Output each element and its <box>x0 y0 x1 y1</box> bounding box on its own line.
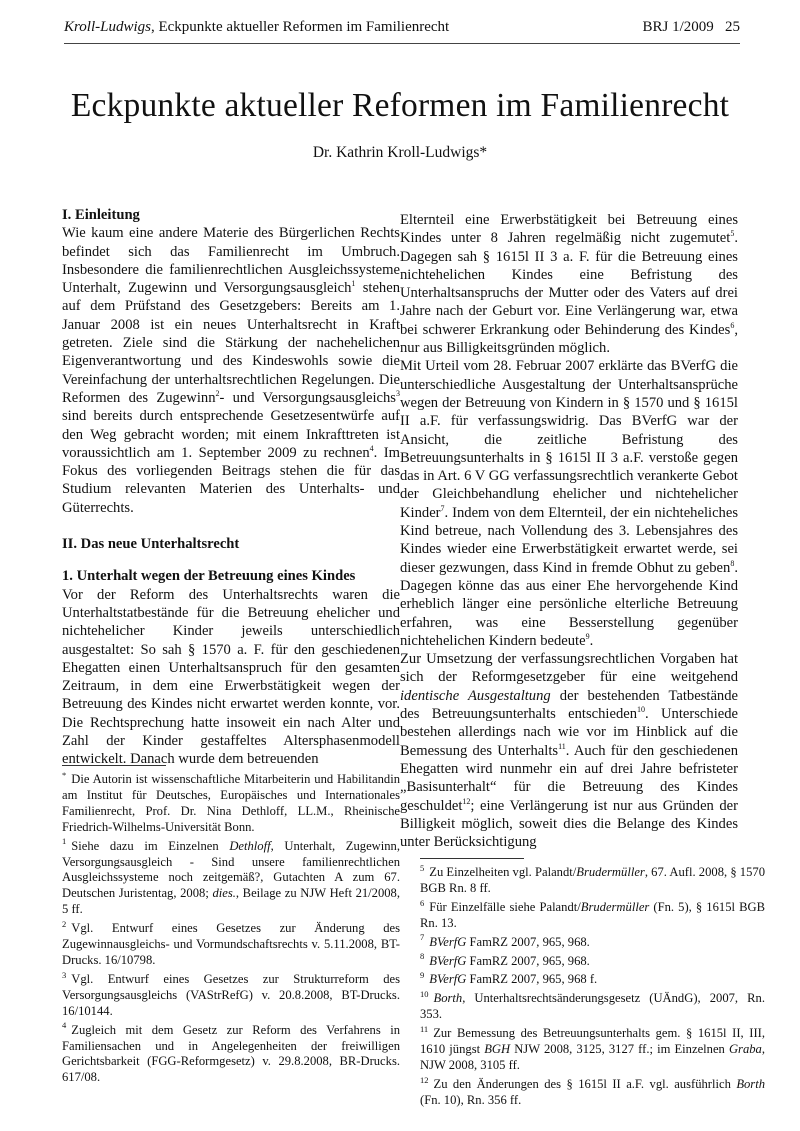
paragraph-unterhalt: Vor der Reform des Unterhaltsrechts waren die Unterhaltstatbestände für die Betreuung ehelicher und nichtehelicher Kinder jeweils unterschiedlich ausgestaltet: So sah § 1570 a. F. für den geschiedenen Ehegatten einen Unterhaltsanspruch für den gesamten Zeitraum, in dem eine Erwerbstätigkeit wegen der Betreuung des Kindes nicht erwartet werden konnte, vor. Die Rechtsprechung hatte insoweit ein nach Alter und Zahl der Kinder gestaffeltes Altersphasenmodell entwickelt. Danach wurde dem betreuenden <box>62 586 400 768</box>
footnote-number: 9 <box>420 970 425 981</box>
text: Elternteil eine Erwerbstätigkeit bei Betreuung eines Kindes unter 8 Jahren regelmäßig nicht zugemutet <box>400 212 738 247</box>
footnote-number: 2 <box>62 918 67 929</box>
footnote-11 <box>420 1023 765 1074</box>
footnote-text: NJW 2008, 3125, 3127 ff.; im Einzelnen <box>510 1042 729 1057</box>
footnote-emph: dies. <box>212 886 236 901</box>
footnote-emph: Brudermüller <box>580 899 650 914</box>
footnote-12 <box>420 1074 765 1109</box>
footnote-number: 4 <box>62 1020 67 1031</box>
text: stehen auf dem Prüfstand des Gesetzgebers: Bereits am 1. Januar 2008 ist ein neues Unterhaltsrecht in Kraft getreten. Ziele sind die Stärkung der nachehelichen Eigenverantwortung und des Kindeswohls sowie die Vereinfachung der unterhaltsrechtlichen Regelungen. Die Reformen des Zugewinn <box>62 280 400 406</box>
footnote-number: 7 <box>420 932 425 943</box>
footnotes-right <box>420 862 765 1109</box>
header-rule <box>64 43 740 44</box>
footnote-text: Zur Bemessung des Betreuungsunterhalts gem. § 1615l II, III, 1610 jüngst <box>420 1026 765 1057</box>
right-column <box>400 211 738 851</box>
left-column <box>62 206 400 769</box>
text: - und Versorgungsausgleichs <box>219 389 396 406</box>
footnote-text: Die Autorin ist wissenschaftliche Mitarbeiterin und Habilitandin am Institut für Deutsches, Europäisches und Internationales Familienrecht, Prof. Dr. Nina Dethloff, LL.M., Rheinische Friedrich-Wilhelms-Universität Bonn. <box>62 772 400 834</box>
footnote-emph: BVerfG <box>429 972 467 987</box>
journal-issue: BRJ 1/2009 <box>642 19 714 35</box>
text: sind bereits durch entsprechende Gesetzesentwürfe auf den Weg gebracht worden; mit einem Inkrafttreten ist voraussichtlich am 1. September 2009 zu rechnen <box>62 408 400 461</box>
footnote-emph: BVerfG <box>429 934 467 949</box>
text: , nur aus Billigkeitsgründen möglich. <box>400 321 738 357</box>
paragraph-right-1 <box>400 211 738 357</box>
footnote-ref[interactable]: 8 <box>730 558 735 568</box>
footnote-emph: BVerfG <box>429 953 467 968</box>
footnote-10 <box>420 991 765 1023</box>
footnote-ref[interactable]: 11 <box>558 741 566 751</box>
footnote-number: 1 <box>62 836 67 847</box>
footnote-ref[interactable]: 2 <box>215 389 220 399</box>
section-heading-unterhaltsrecht: II. Das neue Unterhaltsrecht <box>62 536 240 553</box>
journal-page <box>642 14 740 40</box>
footnote-ref[interactable]: 12 <box>462 796 471 806</box>
paragraph-right-2 <box>400 357 738 650</box>
footnote-text: Für Einzelfälle siehe Palandt/ <box>429 899 581 914</box>
footnote-text: , 67. Aufl. 2008, § 1570 BGB Rn. 8 ff. <box>420 865 765 895</box>
footnote-text: , NJW 2008, 3105 ff. <box>420 1042 765 1072</box>
footnote-number: 6 <box>420 897 425 908</box>
subsection-heading: 1. Unterhalt wegen der Betreuung eines Kindes <box>62 568 356 585</box>
running-title-text: , Eckpunkte aktueller Reformen im Familienrecht <box>150 19 450 35</box>
footnote-4 <box>62 1020 400 1087</box>
footnote-ref[interactable]: 3 <box>396 389 400 399</box>
text: der bestehenden Tatbestände des Betreuungsunterhalts entschieden <box>400 687 738 723</box>
running-author: Kroll-Ludwigs <box>64 19 151 35</box>
footnote-number: 11 <box>420 1023 429 1034</box>
footnote-5 <box>420 862 765 897</box>
footnote-ref[interactable]: 1 <box>351 279 356 289</box>
footnote-ref[interactable]: 9 <box>585 631 590 641</box>
footnote-number: 5 <box>420 862 425 873</box>
text: . Unterschiede bestehen allerdings nach wie vor im Hinblick auf die Bemessung des Unterhalts <box>400 706 738 759</box>
footnote-emph: Graba <box>728 1042 762 1057</box>
footnote-text: Vgl. Entwurf eines Gesetzes zur Änderung des Zugewinnausgleichs- und Vormundschaftsrechts v. 5.11.2008, BT-Drucks. 16/10798. <box>62 921 400 967</box>
text: . Dagegen sah § 1615l II 3 a. F. für die Betreuung eines nichtehelichen Kindes eine Befristung des Unterhaltsanspruchs der Mutter oder des Vaters auf drei Jahre nach der Geburt vor. Eine Verlängerung war, etwa bei schwerer Erkrankung oder Behinderung des Kindes <box>400 230 738 338</box>
footnote-ref[interactable]: 10 <box>637 705 646 715</box>
footnote-text: FamRZ 2007, 965, 968. <box>466 953 590 968</box>
footnote-text: Siehe dazu im Einzelnen <box>71 838 230 853</box>
footnote-number: 10 <box>420 989 429 1000</box>
text: . Im Fokus des vorliegenden Beitrags stehen die für das Studium relevanten Materien des Unterhalts- und Güterrechts. <box>62 444 400 516</box>
footnote-ref[interactable]: 6 <box>730 320 735 330</box>
footnote-3 <box>62 969 400 1020</box>
footnote-rule-right <box>420 858 524 859</box>
footnote-text: Zu den Änderungen des § 1615l II a.F. vgl. ausführlich <box>433 1076 737 1091</box>
article-author: Dr. Kathrin Kroll-Ludwigs* <box>312 144 488 161</box>
footnote-emph: Brudermüller <box>576 865 645 879</box>
footnote-6 <box>420 897 765 932</box>
footnote-rule-left <box>62 765 166 766</box>
footnote-star <box>62 769 400 836</box>
footnote-mark: * <box>62 769 67 780</box>
paragraph-right-3 <box>400 650 738 851</box>
footnote-1 <box>62 836 401 919</box>
footnote-emph: Borth <box>736 1076 765 1091</box>
footnote-number: 8 <box>420 951 425 962</box>
section-heading-einleitung: I. Einleitung <box>62 207 140 223</box>
text: . Auch für den geschiedenen Ehegatten wird nunmehr ein auf drei Jahre befristeter „Basisunterhalt“ für die Betreuung des Kindes geschuldet <box>400 742 738 814</box>
footnote-number: 3 <box>62 969 67 980</box>
footnote-ref[interactable]: 5 <box>730 229 735 239</box>
footnote-emph: Dethloff <box>229 838 271 853</box>
footnote-emph: BGH <box>484 1042 511 1057</box>
footnote-2 <box>62 918 400 969</box>
page-number: 25 <box>725 19 740 35</box>
footnote-text: FamRZ 2007, 965, 968 f. <box>466 972 598 987</box>
running-title <box>64 14 449 40</box>
footnotes-left <box>62 769 401 1086</box>
footnote-text: Vgl. Entwurf eines Gesetzes zur Strukturreform des Versorgungsausgleichs (VAStrRefG) v. 20.8.2008, BT-Drucks. 16/10144. <box>62 971 400 1018</box>
footnote-7 <box>420 932 765 951</box>
text: . <box>589 632 594 649</box>
article-title: Eckpunkte aktueller Reformen im Familienrecht <box>70 87 730 124</box>
footnote-8 <box>420 951 765 970</box>
text: ; eine Verlängerung ist nur aus Gründen der Billigkeit möglich, soweit dies die Belange des Kindes unter Berücksichtigung <box>400 797 738 851</box>
text: Wie kaum eine andere Materie des Bürgerlichen Rechts befindet sich das Familienrecht im Umbruch. Insbesondere die familienrechtlichen Ausgleichssysteme Unterhalt, Zugewinn und Versorgungsausgleich <box>62 225 400 297</box>
text: . Dagegen könne das aus einer Ehe hervorgehende Kind erheblich länger eine persönliche elterliche Betreuung erfahren, was eine Besserstellung gegenüber nichtehelichen Kindern bedeute <box>400 559 738 649</box>
paragraph-einleitung <box>62 224 400 517</box>
footnote-text: (Fn. 10), Rn. 356 ff. <box>420 1092 522 1107</box>
footnote-text: , Beilage zu NJW Heft 21/2008, 5 ff. <box>62 886 401 917</box>
emphasis: identische Ausgestaltung <box>400 687 551 704</box>
footnote-text: , Unterhaltsrechtsänderungsgesetz (UÄndG), 2007, Rn. 353. <box>420 991 765 1022</box>
text: . Indem von dem Elternteil, der ein nichteheliches Kind betreue, nach Vollendung des 3. Lebensjahres des Kindes wieder eine Erwerbstätigkeit erwartet werde, sei dieser gezwungen, dass Kind in fremde Obhut zu geben <box>400 504 738 576</box>
running-header <box>64 14 740 40</box>
footnote-number: 12 <box>420 1074 429 1085</box>
footnote-text: , Unterhalt, Zugewinn, Versorgungsausgleich - Sind unsere familienrechtlichen Ausgleichssysteme noch zeitgemäß?, Gutachten A zum 67. Deutschen Juristentag, 2008; <box>62 838 400 901</box>
footnote-emph: Borth <box>433 991 463 1006</box>
footnote-9 <box>420 972 765 988</box>
footnote-text: (Fn. 5), § 1615l BGB Rn. 13. <box>420 899 765 930</box>
footnote-ref[interactable]: 7 <box>440 503 445 513</box>
footnote-text: FamRZ 2007, 965, 968. <box>466 934 590 949</box>
footnote-text: Zugleich mit dem Gesetz zur Reform des Verfahrens in Familiensachen und in Angelegenheiten der freiwilligen Gerichtsbarkeit (FGG-Reformgesetz) v. 29.8.2008, BR-Drucks. 617/08. <box>62 1022 400 1085</box>
footnote-text: Zu Einzelheiten vgl. Palandt/ <box>429 865 577 879</box>
footnote-ref[interactable]: 4 <box>369 444 374 453</box>
text: Mit Urteil vom 28. Februar 2007 erklärte das BVerfG die unterschiedliche Ausgestaltung der Unterhaltsansprüche wegen der Betreuung von Kindern in § 1570 und § 1615l II a.F. für verfassungswidrig. Das BVerfG war der Ansicht, die zeitliche Befristung des Betreuungsunterhalts in § 1615l II 3 a.F. verstoße gegen das in Art. 6 V GG verfassungsrechtlich verankerte Gebot der Gleichbehandlung ehelicher und nichtehelicher Kinder <box>400 358 738 521</box>
text: Zur Umsetzung der verfassungsrechtlichen Vorgaben hat sich der Reformgesetzgeber für eine weitgehend <box>400 651 738 686</box>
